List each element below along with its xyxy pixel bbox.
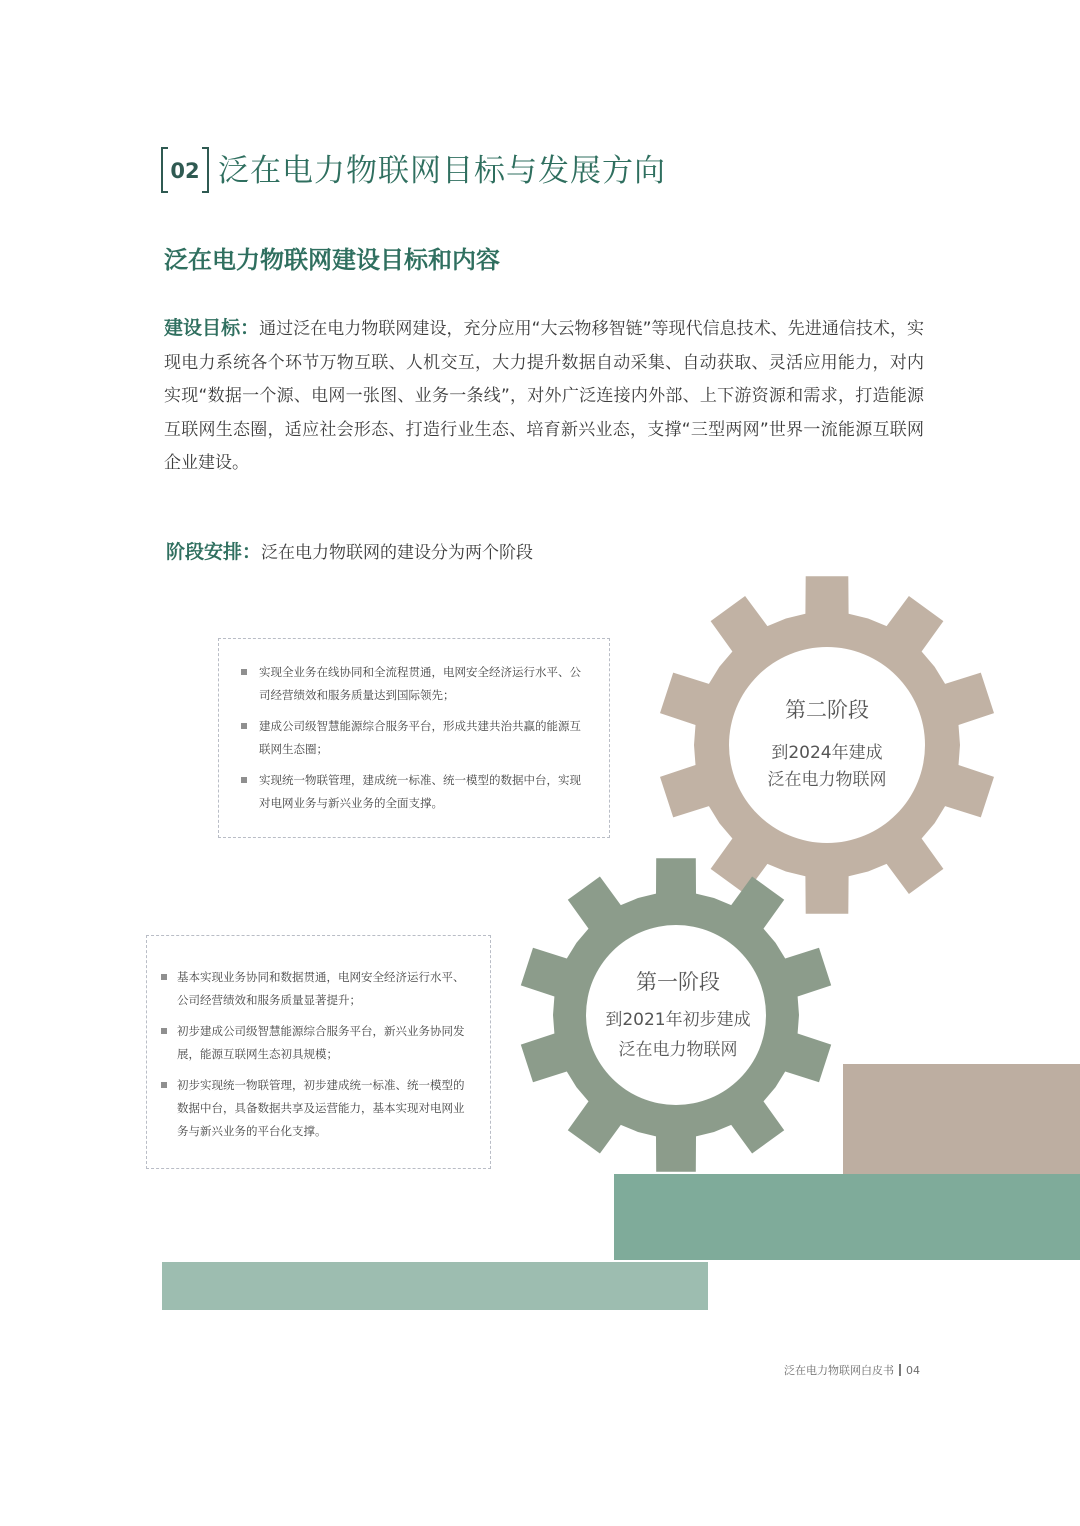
stage2-line1: 到2024年建成 [771, 743, 883, 763]
square-bullet-icon [241, 777, 247, 783]
stage-arrangement-label: 阶段安排： [166, 541, 262, 563]
section-title: 泛在电力物联网目标与发展方向 [218, 153, 666, 189]
stage1-bullet-list [147, 936, 490, 1143]
subsection-title: 泛在电力物联网建设目标和内容 [164, 246, 500, 274]
list-item: 初步建成公司级智慧能源综合服务平台，新兴业务协同发展，能源互联网生态初具规模； [147, 1020, 490, 1066]
goal-label: 建设目标： [164, 317, 260, 339]
stage2-line2: 泛在电力物联网 [767, 770, 887, 790]
list-item: 基本实现业务协同和数据贯通，电网安全经济运行水平、公司经营绩效和服务质量显著提升； [147, 966, 490, 1012]
stage1-bullet-box [146, 935, 491, 1169]
goal-paragraph [164, 312, 924, 481]
green-block [614, 1174, 1080, 1260]
stage2-bullet-list [219, 639, 609, 815]
square-bullet-icon [241, 723, 247, 729]
stage1-title: 第一阶段 [636, 970, 720, 994]
stage-arrangement-text: 泛在电力物联网的建设分为两个阶段 [261, 543, 534, 563]
square-bullet-icon [161, 974, 167, 980]
footer-separator [899, 1364, 901, 1376]
page-number: 04 [906, 1364, 920, 1377]
stage1-line2: 泛在电力物联网 [618, 1040, 738, 1060]
light-green-block [162, 1262, 708, 1310]
footer-doc-title: 泛在电力物联网白皮书 [784, 1364, 894, 1377]
square-bullet-icon [161, 1028, 167, 1034]
square-bullet-icon [161, 1082, 167, 1088]
list-item: 实现全业务在线协同和全流程贯通，电网安全经济运行水平、公司经营绩效和服务质量达到国际领先； [219, 661, 609, 707]
list-item: 初步实现统一物联管理，初步建成统一标准、统一模型的数据中台，具备数据共享及运营能力，基本实现对电网业务与新兴业务的平台化支撑。 [147, 1074, 490, 1143]
stage2-title: 第二阶段 [785, 698, 869, 722]
square-bullet-icon [241, 669, 247, 675]
stage-arrangement [166, 537, 533, 567]
tan-block [843, 1064, 1080, 1174]
page-footer [700, 1362, 920, 1378]
goal-text: 通过泛在电力物联网建设，充分应用“大云物移智链”等现代信息技术、先进通信技术，实现电力系统各个环节万物互联、人机交互，大力提升数据自动采集、自动获取、灵活应用能力，对内实现“数据一个源、电网一张图、业务一条线”，对外广泛连接内外部、上下游资源和需求，打造能源互联网生态圈，适应社会形态、打造行业生态、培育新兴业态，支撑“三型两网”世界一流能源互联网企业建设。 [164, 319, 924, 473]
list-item: 建成公司级智慧能源综合服务平台，形成共建共治共赢的能源互联网生态圈； [219, 715, 609, 761]
list-item: 实现统一物联管理，建成统一标准、统一模型的数据中台，实现对电网业务与新兴业务的全面支撑。 [219, 769, 609, 815]
stage1-line1: 到2021年初步建成 [605, 1010, 751, 1030]
section-number: 02 [170, 159, 200, 183]
stage2-bullet-box [218, 638, 610, 838]
